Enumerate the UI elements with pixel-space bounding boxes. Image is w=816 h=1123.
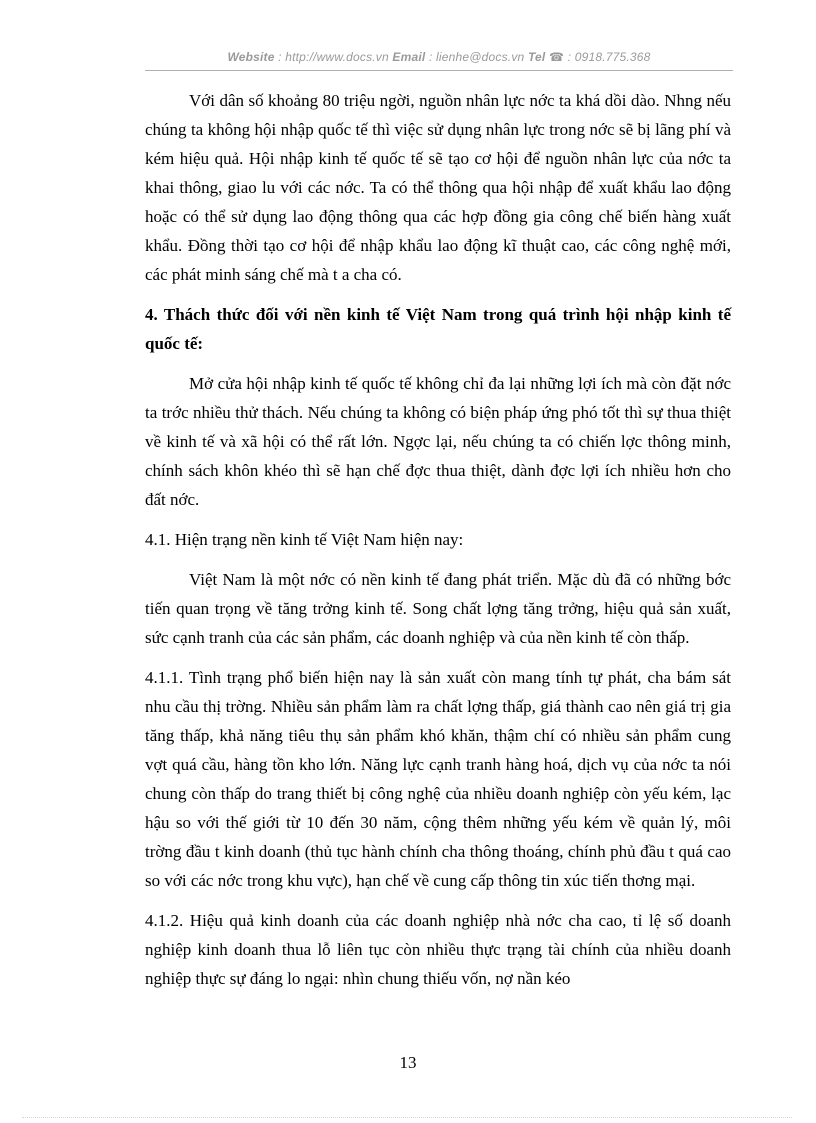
paragraph-4-1-2: 4.1.2. Hiệu quả kinh doanh của các doanh nghiệp nhà nớc cha cao, tỉ lệ số doanh nghiệp kinh doanh thua lỗ liên tục còn nhiều thực trạng tài chính của nhiều doanh nghiệp thực sự đáng lo ngại: nhìn chung thiếu vốn, nợ nần kéo — [145, 911, 731, 988]
page-number: 13 — [399, 1053, 417, 1072]
header-divider — [145, 70, 733, 71]
email-label: Email — [392, 50, 426, 64]
document-body — [145, 86, 731, 1004]
paragraph-challenges: Mở cửa hội nhập kinh tế quốc tế không chỉ đa lại những lợi ích mà còn đặt nớc ta trớc nhiều thử thách. Nếu chúng ta không có biện pháp ứng phó tốt thì sự thua thiệt về kinh tế và xã hội có thể rất lớn. Ngợc lại, nếu chúng ta có chiến lợc thông minh, chính sách khôn khéo thì sẽ hạn chế đợc thua thiệt, dành đợc lợi ích nhiều hơn cho đất nớc. — [145, 374, 731, 509]
website-label: Website — [227, 50, 275, 64]
paragraph-labor-force: Với dân số khoảng 80 triệu ngời, nguồn nhân lực nớc ta khá dồi dào. Nhng nếu chúng ta không hội nhập quốc tế thì việc sử dụng nhân lực trong nớc sẽ bị lãng phí và kém hiệu quả. Hội nhập kinh tế quốc tế sẽ tạo cơ hội để nguồn nhân lực của nớc ta khai thông, giao lu với các nớc. Ta có thể thông qua hội nhập để xuất khẩu lao động hoặc có thể sử dụng lao động thông qua các hợp đồng gia công chế biến hàng xuất khẩu. Đồng thời tạo cơ hội để nhập khẩu lao động kĩ thuật cao, các công nghệ mới, các phát minh sáng chế mà t a cha có. — [145, 91, 731, 284]
email-value: : lienhe@docs.vn — [425, 50, 528, 64]
tel-label: Tel — [527, 50, 546, 64]
paragraph-economy-status: Việt Nam là một nớc có nền kinh tế đang phát triển. Mặc dù đã có những bớc tiến quan trọng về tăng trởng kinh tế. Song chất lợng tăng trởng, hiệu quả sản xuất, sức cạnh tranh của các sản phẩm, các doanh nghiệp và của nền kinh tế còn thấp. — [145, 570, 731, 647]
paragraph-4-1-1: 4.1.1. Tình trạng phổ biến hiện nay là sản xuất còn mang tính tự phát, cha bám sát nhu cầu thị trờng. Nhiều sản phẩm làm ra chất lợng thấp, giá thành cao nên giá trị gia tăng thấp, khả năng tiêu thụ sản phẩm khó khăn, thậm chí có nhiều sản phẩm cung vợt quá cầu, hàng tồn kho lớn. Năng lực cạnh tranh hàng hoá, dịch vụ của nớc ta nói chung còn thấp do trang thiết bị công nghệ của nhiều doanh nghiệp còn yếu kém, lạc hậu so với thế giới từ 10 đến 30 năm, cộng thêm những yếu kém về quản lý, môi trờng đầu t kinh doanh (thủ tục hành chính cha thông thoáng, chính phủ đầu t quá cao so với các nớc trong khu vực), hạn chế về cung cấp thông tin xúc tiến thơng mại. — [145, 668, 731, 890]
section-heading-4: 4. Thách thức đối với nền kinh tế Việt Nam trong quá trình hội nhập kinh tế quốc tế: — [145, 305, 731, 353]
tel-value: ☎ : 0918.775.368 — [545, 50, 651, 64]
page-header — [145, 50, 733, 64]
footer-divider — [22, 1117, 792, 1118]
section-heading-4-1: 4.1. Hiện trạng nền kinh tế Việt Nam hiện nay: — [145, 530, 464, 549]
website-value: : http://www.docs.vn — [274, 50, 393, 64]
